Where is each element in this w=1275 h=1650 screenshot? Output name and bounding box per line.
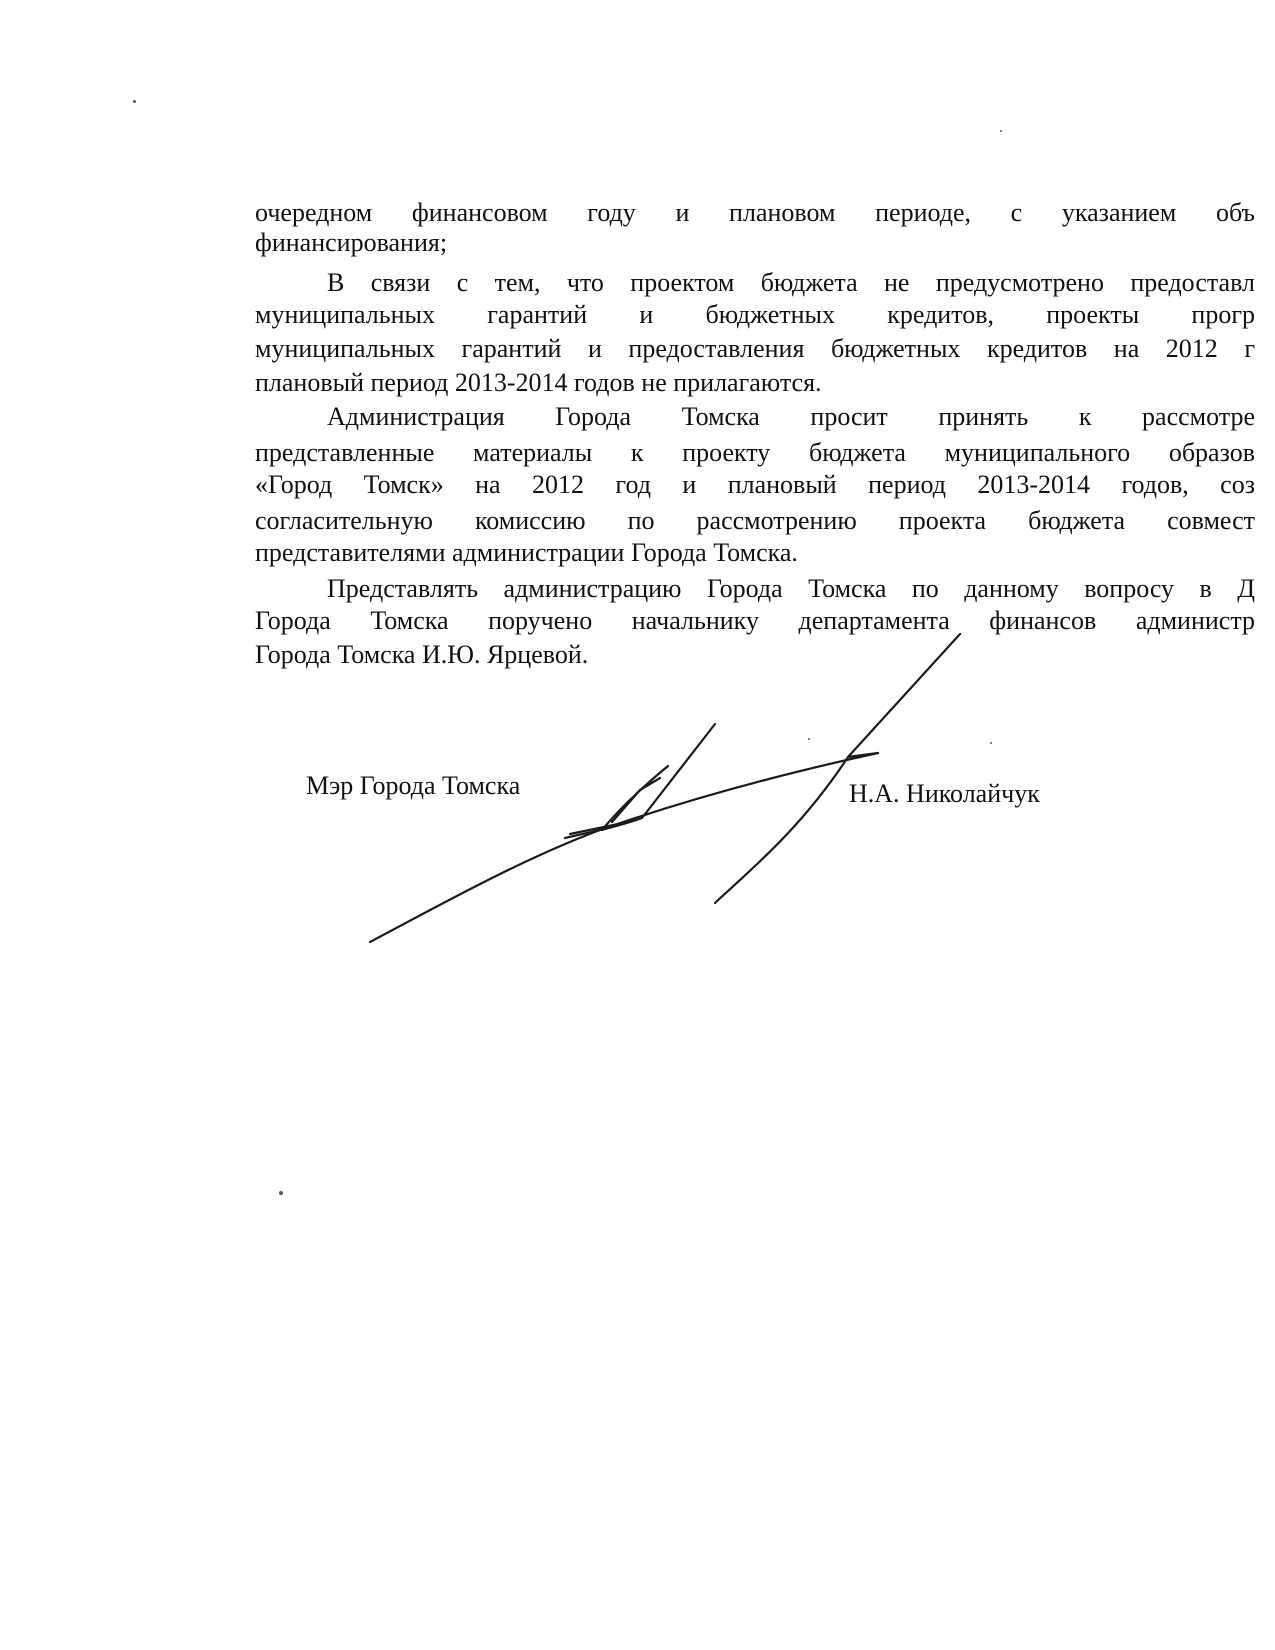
paragraph-4-line-1: Представлять администрацию Города Томска по данному вопросу в Д [327,574,1255,603]
paragraph-3-line-3: «Город Томск» на 2012 год и плановый период 2013-2014 годов, соз [255,470,1255,499]
signature-stroke-3 [715,757,848,903]
signature-stroke-6 [612,778,660,822]
signature-stroke-2 [848,634,960,757]
scan-speck [990,742,992,744]
paragraph-2-line-2: муниципальных гарантий и бюджетных кредитов, проекты прогр [255,300,1255,329]
scan-speck [133,100,136,103]
paragraph-2-line-1: В связи с тем, что проектом бюджета не предусмотрено предоставл [327,268,1255,297]
signatory-name: Н.А. Николайчук [849,779,1040,808]
signatory-title: Мэр Города Томска [306,771,521,800]
paragraph-1-line-2: финансирования; [255,228,448,257]
paragraph-3-line-2: представленные материалы к проекту бюджета муниципального образов [255,438,1255,467]
paragraph-2-line-4: плановый период 2013-2014 годов не прилагаются. [255,368,822,397]
paragraph-3-line-5: представителями администрации Города Томска. [255,538,798,567]
paragraph-2-line-3: муниципальных гарантий и предоставления бюджетных кредитов на 2012 г [255,334,1255,363]
signature-stroke-4 [565,724,715,838]
scan-speck [808,738,810,740]
paragraph-3-line-1: Администрация Города Томска просит принять к рассмотре [327,402,1255,431]
paragraph-3-line-4: согласительную комиссию по рассмотрению проекта бюджета совмест [255,506,1255,535]
scan-speck [1000,130,1002,132]
paragraph-1-line-1: очередном финансовом году и плановом периоде, с указанием объ [255,198,1255,227]
signature-stroke-5 [570,766,668,834]
paragraph-4-line-3: Города Томска И.Ю. Ярцевой. [255,640,589,669]
scan-speck [279,1191,283,1195]
paragraph-4-line-2: Города Томска поручено начальнику департамента финансов администр [255,606,1255,635]
